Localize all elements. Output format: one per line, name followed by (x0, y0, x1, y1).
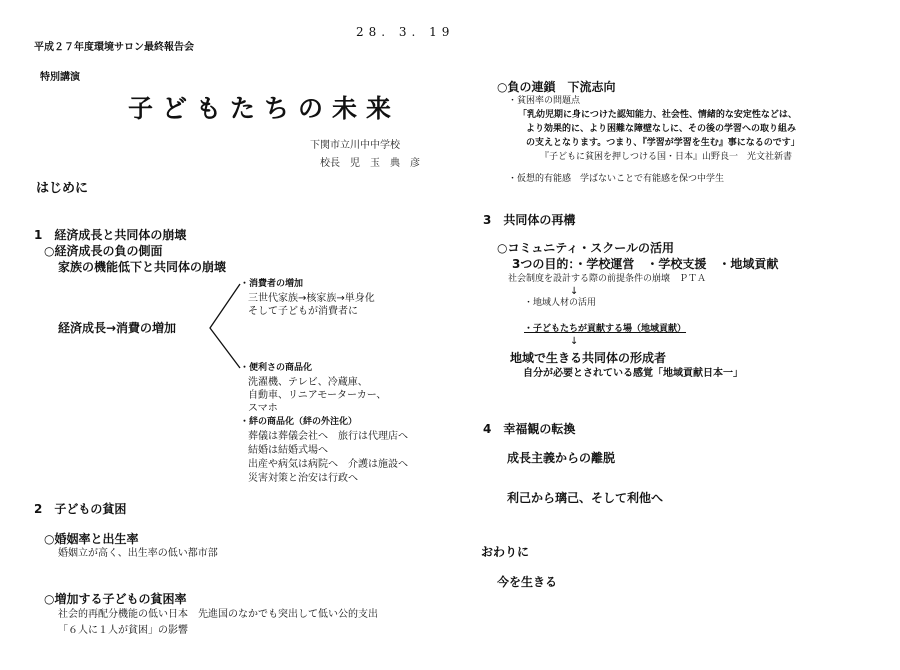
lecture-type: 特別講演 (40, 72, 80, 83)
section-3-heading: 3 共同体の再構 (483, 213, 576, 227)
speaker-name: 校長 児 玉 典 彦 (320, 158, 420, 169)
down-arrow-icon: ↓ (570, 286, 579, 297)
branch-bracket (206, 280, 242, 372)
community-former: 地域で生きる共同体の形成者 (510, 351, 667, 365)
three-purposes: 3つの目的：・学校運営 ・学校支援 ・地域貢献 (512, 257, 779, 271)
community-school-title: ○コミュニティ・スクールの活用 (497, 241, 675, 255)
marriage-birth-text: 婚姻立が高く、出生率の低い都市部 (58, 548, 218, 559)
bonds-line-1: 葬儀は葬儀会社へ 旅行は代理店へ (248, 431, 408, 442)
outro-heading: おわりに (481, 545, 530, 559)
children-contribute: ・子どもたちが貢献する場（地域貢献） (524, 324, 687, 334)
quote-line-1: 「乳幼児期に身につけた認知能力、社会性、情緒的な安定性などは、 (518, 110, 797, 120)
quote-line-2: より効果的に、より困難な障壁なしに、その後の学習への取り組み (526, 124, 797, 134)
intro-heading: はじめに (36, 181, 89, 196)
bonds-title: ・絆の商品化（絆の外注化） (240, 417, 358, 427)
section-2-heading: 2 子どもの貧困 (34, 502, 127, 516)
sense-of-need: 自分が必要とされている感覚「地域貢献日本一」 (523, 368, 743, 379)
child-poverty-title: ○増加する子どもの貧困率 (44, 592, 187, 606)
virtual-competence: ・仮想的有能感 学ばないことで有能感を保つ中学生 (508, 174, 725, 184)
marriage-birth-title: ○婚姻率と出生率 (44, 532, 139, 546)
convenience-line-2: 自動車、リニアモーターカー、 (248, 390, 387, 401)
convenience-line-1: 洗濯機、テレビ、冷蔵庫、 (248, 377, 368, 388)
event-name: 平成２７年度環境サロン最終報告会 (34, 42, 194, 53)
local-talent: ・地域人材の活用 (524, 298, 597, 308)
negative-chain-title: ○負の連鎖 下流志向 (497, 80, 616, 94)
bonds-line-2: 結婚は結婚式場へ (248, 445, 328, 456)
section-1-sub: ○経済成長の負の側面 (44, 244, 163, 258)
report-date: 28. 3. 19 (356, 25, 455, 39)
outro-text: 今を生きる (497, 575, 558, 589)
growth-consumption-label: 経済成長→消費の増加 (58, 321, 177, 335)
speaker-school: 下関市立川中中学校 (310, 140, 400, 151)
quote-source: 『子どもに貧困を押しつける国・日本』山野良一 光文社新書 (540, 152, 793, 162)
child-poverty-text-1: 社会的再配分機能の低い日本 先進国のなかでも突出して低い公的支出 (58, 609, 378, 620)
section-1-heading: 1 経済成長と共同体の崩壊 (34, 228, 187, 242)
poverty-rate-issue: ・貧困率の問題点 (508, 96, 581, 106)
quote-line-3: の支えとなります。つまり、『学習が学習を生む』事になるのです」 (526, 138, 800, 148)
consumer-line-1: 三世代家族→核家族→単身化 (248, 293, 375, 304)
departure-from-growth: 成長主義からの離脱 (507, 451, 616, 465)
bonds-line-3: 出産や病気は病院へ 介護は施設へ (248, 459, 408, 470)
selfishness-to-altruism: 利己から璃己、そして利他へ (507, 491, 664, 505)
convenience-title: ・便利さの商品化 (240, 363, 313, 373)
consumer-title: ・消費者の増加 (240, 279, 304, 289)
child-poverty-text-2: 「６人に１人が貧困」の影響 (58, 625, 188, 636)
section-1-sub2: 家族の機能低下と共同体の崩壊 (58, 260, 227, 274)
down-arrow-icon: ↓ (570, 336, 579, 347)
convenience-line-3: スマホ (248, 403, 278, 414)
lecture-title: 子どもたちの未来 (128, 94, 401, 123)
premise-collapse: 社会制度を設計する際の前提条件の崩壊 ＰＴＡ (508, 274, 707, 284)
bonds-line-4: 災害対策と治安は行政へ (248, 473, 358, 484)
consumer-line-2: そして子どもが消費者に (248, 306, 358, 317)
section-4-heading: 4 幸福観の転換 (483, 422, 576, 436)
